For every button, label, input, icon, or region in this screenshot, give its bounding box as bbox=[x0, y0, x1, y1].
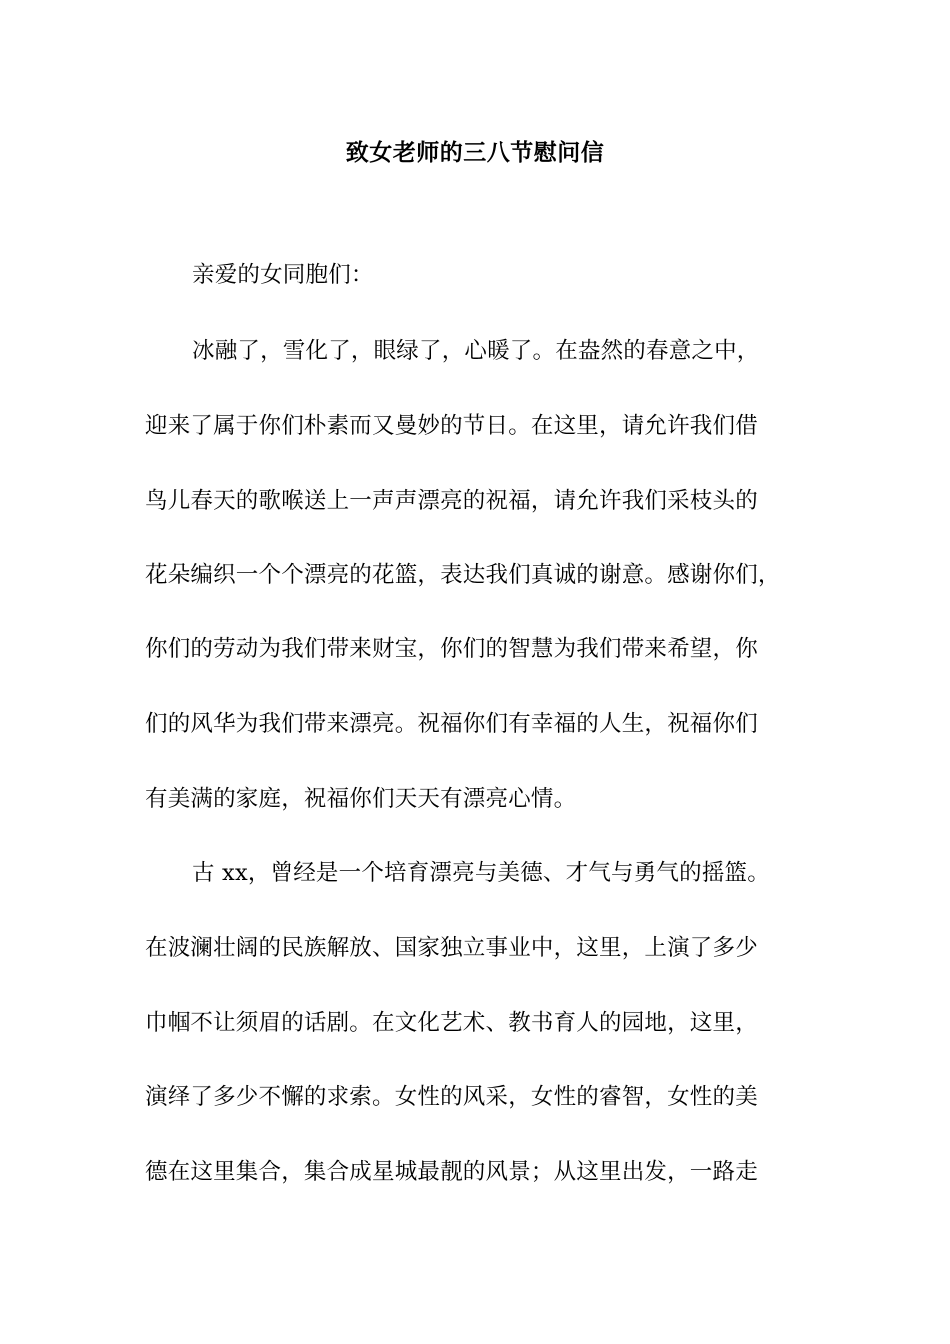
salutation-line: 亲爱的女同胞们： bbox=[192, 262, 374, 288]
paragraph-2-line-5: 德在这里集合，集合成星城最靓的风景；从这里出发，一路走 bbox=[145, 1159, 758, 1185]
paragraph-1-line-7: 有美满的家庭，祝福你们天天有漂亮心情。 bbox=[145, 786, 577, 812]
paragraph-2-line-4: 演绎了多少不懈的求索。女性的风采，女性的睿智，女性的美 bbox=[145, 1084, 758, 1110]
paragraph-1-line-4: 花朵编织一个个漂亮的花篮，表达我们真诚的谢意。感谢你们， bbox=[145, 562, 781, 588]
paragraph-1-line-6: 们的风华为我们带来漂亮。祝福你们有幸福的人生，祝福你们 bbox=[145, 711, 758, 737]
document-title: 致女老师的三八节慰问信 bbox=[345, 139, 605, 166]
paragraph-2-line-3: 巾帼不让须眉的话剧。在文化艺术、教书育人的园地，这里， bbox=[145, 1010, 758, 1036]
paragraph-2-line-1: 古 xx，曾经是一个培育漂亮与美德、才气与勇气的摇篮。 bbox=[192, 860, 770, 886]
paragraph-1-line-5: 你们的劳动为我们带来财宝，你们的智慧为我们带来希望，你 bbox=[145, 636, 758, 662]
paragraph-1-line-3: 鸟儿春天的歌喉送上一声声漂亮的祝福，请允许我们采枝头的 bbox=[145, 488, 758, 514]
paragraph-2-line-2: 在波澜壮阔的民族解放、国家独立事业中，这里，上演了多少 bbox=[145, 935, 758, 961]
paragraph-1-line-1: 冰融了，雪化了，眼绿了，心暖了。在盎然的春意之中， bbox=[192, 338, 760, 364]
paragraph-1-line-2: 迎来了属于你们朴素而又曼妙的节日。在这里，请允许我们借 bbox=[145, 413, 758, 439]
